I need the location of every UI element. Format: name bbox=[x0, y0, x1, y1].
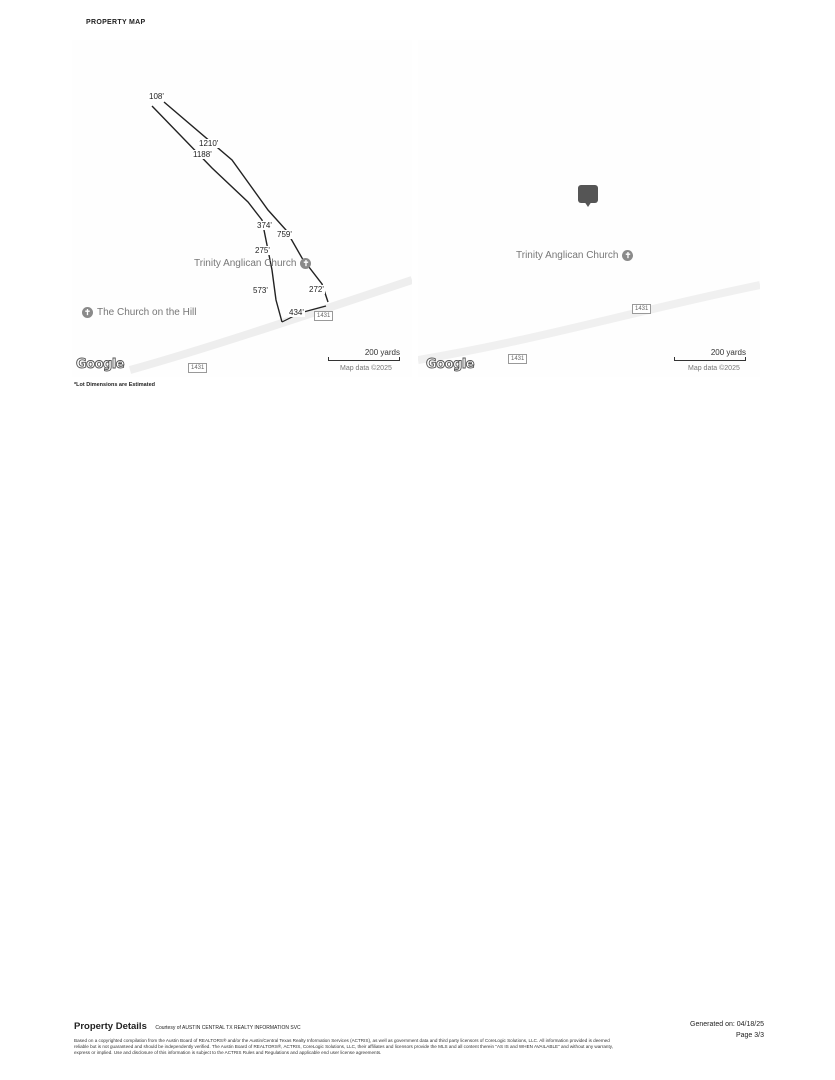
lot-dimension-label: 1210' bbox=[199, 139, 219, 148]
map-background bbox=[418, 40, 760, 377]
property-map-location[interactable] bbox=[418, 40, 760, 377]
lot-dimension-label: 272' bbox=[309, 285, 324, 294]
location-marker-icon[interactable] bbox=[578, 185, 598, 203]
place-of-worship-icon: ✝ bbox=[622, 250, 633, 261]
place-of-worship-icon: ✝ bbox=[82, 307, 93, 318]
lot-dimensions-note: *Lot Dimensions are Estimated bbox=[74, 382, 155, 388]
poi-trinity-anglican-church[interactable] bbox=[194, 258, 311, 269]
lot-boundary-lines bbox=[72, 40, 412, 377]
page-title: PROPERTY MAP bbox=[86, 19, 146, 26]
map-scale bbox=[328, 348, 400, 361]
page-number: Page 3/3 bbox=[735, 1032, 764, 1039]
footer-courtesy: Courtesy of AUSTIN CENTRAL TX REALTY INFORMATION SVC bbox=[155, 1025, 301, 1031]
generated-date: Generated on: 04/18/25 bbox=[690, 1021, 764, 1028]
lot-dimension-label: 434' bbox=[289, 308, 304, 317]
poi-label: Trinity Anglican Church bbox=[194, 258, 297, 269]
google-logo: Google bbox=[76, 357, 125, 372]
lot-dimension-label: 573' bbox=[253, 286, 268, 295]
map-scale bbox=[674, 348, 746, 361]
footer-disclaimer: Based on a copyrighted compilation from the Austin Board of REALTORS® and/or the Austin/Central Texas Realty Information Services (ACTRIS), as well as government data and third party licensors of CoreLogic Solutions, LLC. All information provided is deemed reliable but is not guaranteed and should be independently verified. The Austin Board of REALTORS®, ACTRIS, CoreLogic Solutions, LLC, their affiliates and licensors provide the MLS and all content therein "AS IS and WHEN AVAILABLE" and without any warranty, express or implied. Use and disclosure of this information is subject to the ACTRIS Rules and Regulations and applicable end user license agreements. bbox=[74, 1038, 613, 1055]
road-shield: 1431 bbox=[508, 354, 527, 364]
lot-dimension-label: 108' bbox=[149, 92, 164, 101]
road-shield: 1431 bbox=[632, 304, 651, 314]
lot-dimension-label: 374' bbox=[257, 221, 272, 230]
poi-label: Trinity Anglican Church bbox=[516, 250, 619, 261]
lot-dimension-label: 1188' bbox=[193, 150, 212, 159]
road-shield: 1431 bbox=[188, 363, 207, 373]
map-data-attribution: Map data ©2025 bbox=[688, 365, 740, 372]
poi-trinity-anglican-church[interactable] bbox=[516, 250, 633, 261]
road-shield: 1431 bbox=[314, 311, 333, 321]
property-map-lot-lines[interactable] bbox=[72, 40, 412, 377]
google-logo: Google bbox=[426, 357, 475, 372]
scale-bar bbox=[328, 357, 400, 361]
poi-church-on-the-hill[interactable] bbox=[82, 307, 197, 318]
poi-label: The Church on the Hill bbox=[97, 307, 197, 318]
scale-label: 200 yards bbox=[710, 348, 746, 357]
lot-dimension-label: 759' bbox=[277, 230, 292, 239]
scale-bar bbox=[674, 357, 746, 361]
scale-label: 200 yards bbox=[364, 348, 400, 357]
map-data-attribution: Map data ©2025 bbox=[340, 365, 392, 372]
place-of-worship-icon: ✝ bbox=[300, 258, 311, 269]
footer-title: Property Details bbox=[74, 1021, 147, 1032]
lot-dimension-label: 275' bbox=[255, 246, 270, 255]
property-details-footer bbox=[74, 1016, 764, 1056]
footer-meta bbox=[690, 1019, 764, 1041]
